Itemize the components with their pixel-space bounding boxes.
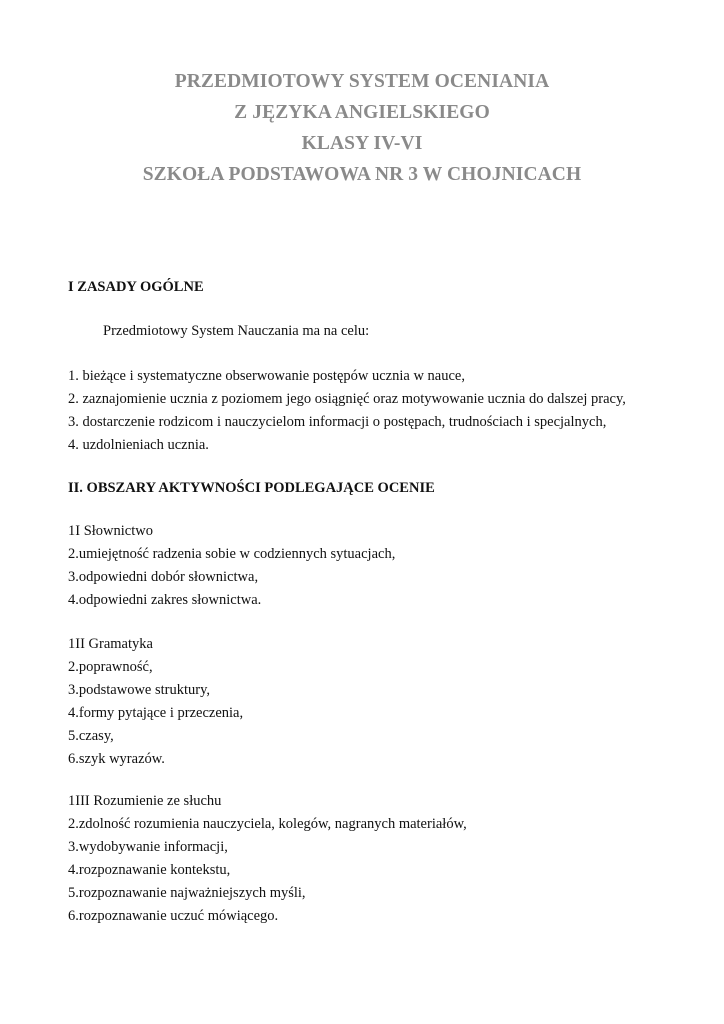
list-item: 1III Rozumienie ze słuchu: [68, 793, 222, 809]
listening-list: [68, 790, 467, 928]
list-item: 4.formy pytające i przeczenia,: [68, 705, 244, 721]
list-item: 3.podstawowe struktury,: [68, 682, 211, 698]
section-1-heading: I ZASADY OGÓLNE: [68, 279, 204, 295]
list-item: 2.zdolność rozumienia nauczyciela, kolegów, nagranych materiałów,: [68, 816, 467, 832]
title-line-3: KLASY IV-VI: [301, 133, 423, 154]
section-2-heading: II. OBSZARY AKTYWNOŚCI PODLEGAJĄCE OCENIE: [68, 480, 435, 496]
list-item: 3.odpowiedni dobór słownictwa,: [68, 569, 259, 585]
title-line-4: SZKOŁA PODSTAWOWA NR 3 W CHOJNICACH: [142, 164, 582, 185]
list-item: 2. zaznajomienie ucznia z poziomem jego osiągnięć oraz motywowanie ucznia do dalszej pracy,: [68, 391, 626, 407]
list-item: 2.umiejętność radzenia sobie w codziennych sytuacjach,: [68, 546, 396, 562]
section-1-intro: Przedmiotowy System Nauczania ma na celu:: [103, 323, 370, 339]
list-item: 5.czasy,: [68, 728, 114, 744]
list-item: 6.rozpoznawanie uczuć mówiącego.: [68, 908, 279, 924]
list-item: 4. uzdolnieniach ucznia.: [68, 437, 209, 453]
list-item: 2.poprawność,: [68, 659, 153, 675]
grammar-list: [68, 633, 243, 771]
list-item: 3.wydobywanie informacji,: [68, 839, 228, 855]
list-item: 1I Słownictwo: [68, 523, 153, 539]
list-item: 5.rozpoznawanie najważniejszych myśli,: [68, 885, 306, 901]
list-item: 4.rozpoznawanie kontekstu,: [68, 862, 231, 878]
list-item: 4.odpowiedni zakres słownictwa.: [68, 592, 262, 608]
document-title: [0, 66, 724, 190]
title-line-2: Z JĘZYKA ANGIELSKIEGO: [234, 102, 490, 123]
vocabulary-list: [68, 520, 395, 612]
list-item: 3. dostarczenie rodzicom i nauczycielom informacji o postępach, trudnościach i specjalnych,: [68, 414, 607, 430]
title-line-1: PRZEDMIOTOWY SYSTEM OCENIANIA: [174, 71, 550, 92]
list-item: 6.szyk wyrazów.: [68, 751, 165, 767]
list-item: 1II Gramatyka: [68, 636, 153, 652]
list-item: 1. bieżące i systematyczne obserwowanie postępów ucznia w nauce,: [68, 368, 465, 384]
goals-list: [68, 365, 626, 457]
